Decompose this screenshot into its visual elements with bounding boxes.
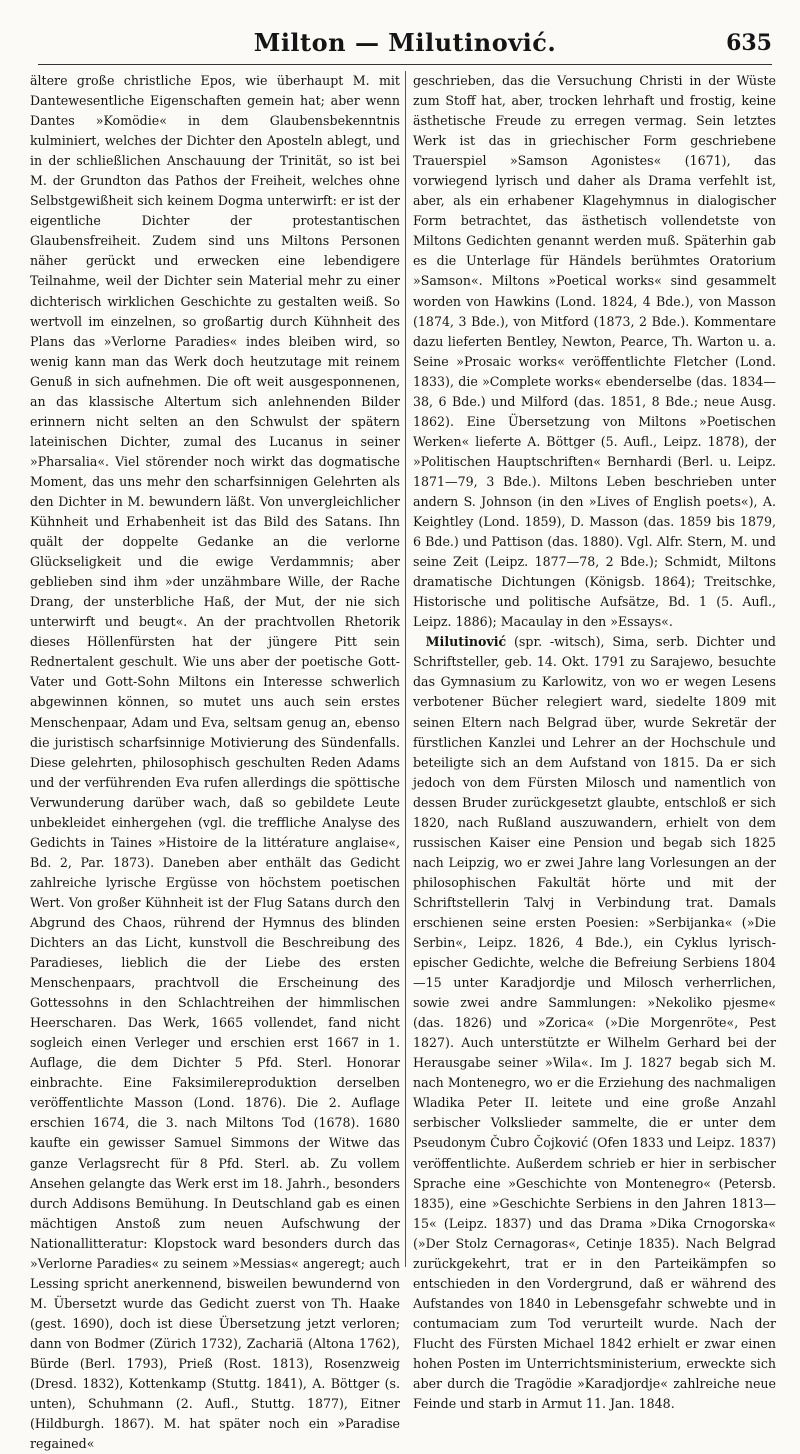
right-column [413,71,776,1412]
column-divider [405,71,406,1267]
left-column [30,71,400,1452]
milutinovic-entry [413,632,776,1414]
page-header [38,20,772,65]
milton-continuation-paragraph: ältere große christliche Epos, wie überhaupt M. mit Dantewesentliche Eigenschaften gemein hat; aber wenn Dantes »Komödie« in dem Glaubensbekenntnis kulminiert, welches der Dichter den Aposteln ablegt, und in der schließlichen Anschauung der Trinität, so ist bei M. der Grundton das Pathos der Freiheit, welches ohne Selbstgewißheit sich keinem Dogma unterwirft: er ist der eigentliche Dichter der protestantischen Glaubensfreiheit. Zudem sind uns Miltons Personen näher gerückt und erwecken eine lebendigere Teilnahme, weil der Dichter sein Material mehr zu einer dichterisch wirklichen Geschichte zu gestalten weiß. So wertvoll im einzelnen, so großartig durch Kühnheit des Plans das »Verlorne Paradies« indes bleiben wird, so wenig kann man das Werk doch heutzutage mit reinem Genuß in sich aufnehmen. Die oft weit ausgesponnenen, an das klassische Altertum sich anlehnenden Bilder erinnern nicht selten an den Schwulst der spätern lateinischen Dichter, zumal des Lucanus in seiner »Pharsalia«. Viel störender noch wirkt das dogmatische Moment, das uns mehr den scharfsinnigen Gelehrten als den Dichter in M. bewundern läßt. Von unvergleichlicher Kühnheit und Erhabenheit ist das Bild des Satans. Ihn quält der doppelte Gedanke an die verlorne Glückseligkeit und die ewige Verdammnis; aber geblieben sind ihm »der unzähmbare Wille, der Rache Drang, der unsterbliche Haß, der Mut, der nie sich unterwirft und beugt«. An der prachtvollen Rhetorik dieses Höllenfürsten hat der jüngere Pitt sein Rednertalent geschult. Wie uns aber der poetische Gott-Vater und Gott-Sohn Miltons ein Interesse schwerlich abgewinnen können, so mutet uns auch sein erstes Menschenpaar, Adam und Eva, seltsam genug an, ebenso die juristisch scharfsinnige Motivierung des Sündenfalls. Diese gelehrten, philosophisch geschulten Reden Adams und der verführenden Eva rufen allerdings die spöttische Verwunderung darüber wach, daß so gebildete Leute unbekleidet einhergehen (vgl. die treffliche Analyse des Gedichts in Taines »Histoire de la littérature anglaise«, Bd. 2, Par. 1873). Daneben aber enthält das Gedicht zahlreiche lyrische Ergüsse von höchstem poetischen Wert. Von großer Kühnheit ist der Flug Satans durch den Abgrund des Chaos, rührend der Hymnus des blinden Dichters an das Licht, kunstvoll die Beschreibung des Paradieses, lieblich die der Liebe des ersten Menschenpaars, prachtvoll die Erscheinung des Gottessohns in den Schlachtreihen der himmlischen Heerscharen. Das Werk, 1665 vollendet, fand nicht sogleich einen Verleger und erschien erst 1667 in 1. Auflage, die dem Dichter 5 Pfd. Sterl. Honorar einbrachte. Eine Faksimilereproduktion derselben veröffentlichte Masson (Lond. 1876). Die 2. Auflage erschien 1674, die 3. nach Miltons Tod (1678). 1680 kaufte ein gewisser Samuel Simmons der Witwe das ganze Verlagsrecht für 8 Pfd. Sterl. ab. Zu vollem Ansehen gelangte das Werk erst im 18. Jahrh., besonders durch Addisons Bemühung. In Deutschland gab es einen mächtigen Anstoß zum neuen Aufschwung der Nationallitteratur: Klopstock ward besonders durch das »Verlorne Paradies« zu seinem »Messias« angeregt; auch Lessing spricht anerkennend, bisweilen bewundernd von M. Übersetzt wurde das Gedicht zuerst von Th. Haake (gest. 1690), doch ist diese Übersetzung jetzt verloren; dann von Bodmer (Zürich 1732), Zachariä (Altona 1762), Bürde (Berl. 1793), Prieß (Rost. 1813), Rosenzweig (Dresd. 1832), Kottenkamp (Stuttg. 1841), A. Böttger (s. unten), Schuhmann (2. Aufl., Stuttg. 1877), Eitner (Hildburgh. 1867). M. hat später noch ein »Paradise regained« [30,73,400,1452]
running-title: Milton — Milutinović. [253,28,557,57]
entry-text: , Sima, serb. Dichter und Schriftsteller, geb. 14. Okt. 1791 zu Sarajewo, besuchte das Gymnasium zu Karlowitz, von wo er wegen Lesens verbotener Bücher relegiert ward, siedelte 1809 mit seinen Eltern nach Belgrad über, wurde Sekretär der fürstlichen Kanzlei und Lehrer an der Hochschule und beteiligte sich an dem Aufstand von 1815. Da er sich jedoch von dem Fürsten Milosch und namentlich von dessen Bruder zurückgesetzt glaubte, entschloß er sich 1820, nach Rußland auszuwandern, erhielt von dem russischen Kaiser eine Pension und begab sich 1825 nach Leipzig, wo er zwei Jahre lang Vorlesungen an der philosophischen Fakultät hörte und mit der Schriftstellerin Talvj in Verbindung trat. Damals erschienen seine ersten Poesien: »Serbijanka« (»Die Serbin«, Leipz. 1826, 4 Bde.), ein Cyklus lyrisch-epischer Gedichte, welche die Befreiung Serbiens 1804—15 unter Karadjordje und Milosch verherrlichen, sowie zwei andre Sammlungen: »Nekoliko pjesme« (das. 1826) und »Zorica« (»Die Morgenröte«, Pest 1827). Auch unterstützte er Wilhelm Gerhard bei der Herausgabe seiner »Wila«. Im J. 1827 begab sich M. nach Montenegro, wo er die Erziehung des nachmaligen Wladika Peter II. leitete und eine große Anzahl serbischer Volkslieder sammelte, die er unter dem Pseudonym Čubro Čojković (Ofen 1833 und Leipz. 1837) veröffentlichte. Außerdem schrieb er hier in serbischer Sprache eine »Geschichte von Montenegro« (Petersb. 1835), eine »Geschichte Serbiens in den Jahren 1813—15« (Leipz. 1837) und das Drama »Dika Crnogorska« (»Der Stolz Cernagoras«, Cetinje 1835). Nach Belgrad zurückgekehrt, trat er in den Parteikämpfen so entschieden in den Vordergrund, daß er während des Aufstandes von 1840 in Lebensgefahr schwebte und in contumaciam zum Tod verurteilt wurde. Nach der Flucht des Fürsten Michael 1842 erhielt er zwar einen hohen Posten im Unterrichtsministerium, erweckte sich aber durch die Tragödie »Karadjordje« zahlreiche neue Feinde und starb in Armut 11. Jan. 1848. [413,634,776,1412]
entry-pronunciation: (spr. -witsch) [514,634,601,650]
page-number: 635 [726,30,772,56]
milton-works-paragraph: geschrieben, das die Versuchung Christi in der Wüste zum Stoff hat, aber, trocken lehrhaft und frostig, keine ästhetische Freude zu erregen vermag. Sein letztes Werk ist das in griechischer Form geschriebene Trauerspiel »Samson Agonistes« (1671), das vorwiegend lyrisch und daher als Drama verfehlt ist, aber, als ein erhabener Klagehymnus in dialogischer Form betrachtet, das ästhetisch vollendetste von Miltons Gedichten genannt werden muß. Späterhin gab es die Unterlage für Händels berühmtes Oratorium »Samson«. Miltons »Poetical works« sind gesammelt worden von Hawkins (Lond. 1824, 4 Bde.), von Masson (1874, 3 Bde.), von Mitford (1873, 2 Bde.). Kommentare dazu lieferten Bentley, Newton, Pearce, Th. Warton u. a. Seine »Prosaic works« veröffentlichte Fletcher (Lond. 1833), die »Complete works« ebenderselbe (das. 1834—38, 6 Bde.) und Milford (das. 1851, 8 Bde.; neue Ausg. 1862). Eine Übersetzung von Miltons »Poetischen Werken« lieferte A. Böttger (5. Aufl., Leipz. 1878), der »Politischen Hauptschriften« Bernhardi (Berl. u. Leipz. 1871—79, 3 Bde.). Miltons Leben beschrieben unter andern S. Johnson (in den »Lives of English poets«), A. Keightley (Lond. 1859), D. Masson (das. 1859 bis 1879, 6 Bde.) und Pattison (das. 1880). Vgl. Alfr. Stern, M. und seine Zeit (Leipz. 1877—78, 2 Bde.); Schmidt, Miltons dramatische Dichtungen (Königsb. 1864); Treitschke, Historische und politische Aufsätze, Bd. 1 (5. Aufl., Leipz. 1886); Macaulay in den »Essays«. [413,73,776,630]
entry-headword: Milutinović [425,634,507,650]
